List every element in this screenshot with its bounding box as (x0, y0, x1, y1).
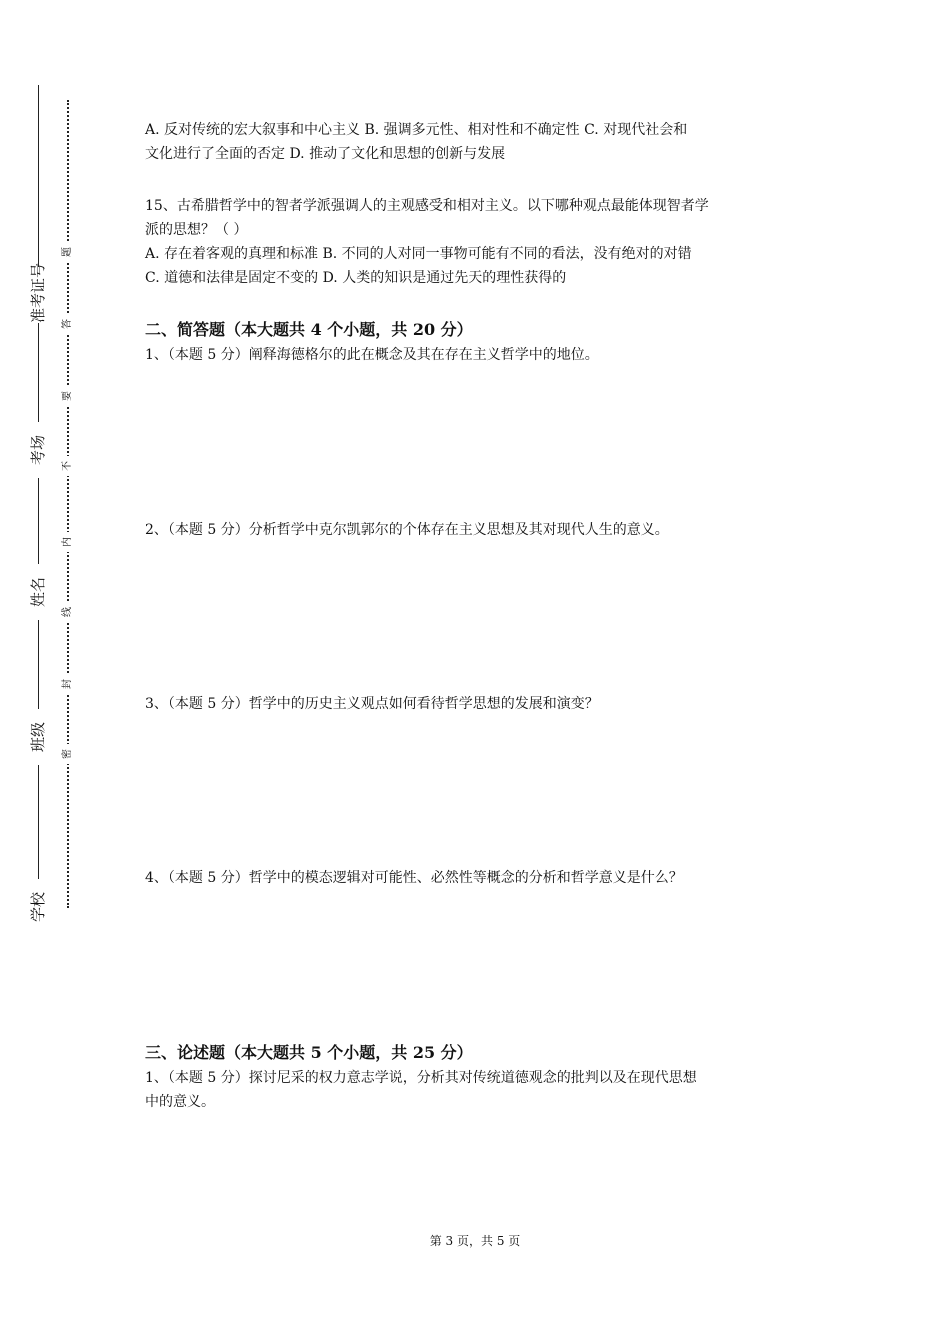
options-block-previous-question (145, 118, 810, 166)
section-2-heading: 二、简答题（本大题共 4 个小题，共 20 分） (145, 320, 473, 339)
section-2-question-1: 1、（本题 5 分）阐释海德格尔的此在概念及其在存在主义哲学中的地位。 (145, 347, 599, 363)
question-15-options-line-1: A. 存在着客观的真理和标准 B. 不同的人对同一事物可能有不同的看法，没有绝对的对错 (145, 246, 692, 262)
question-15-stem-line-2: 派的思想？（ ） (145, 222, 248, 238)
question-15-stem-line-1: 15、古希腊哲学中的智者学派强调人的主观感受和相对主义。以下哪种观点最能体现智者学 (145, 198, 709, 214)
section-2-question-3: 3、（本题 5 分）哲学中的历史主义观点如何看待哲学思想的发展和演变？ (145, 696, 599, 712)
options-line-1: A. 反对传统的宏大叙事和中心主义 B. 强调多元性、相对性和不确定性 C. 对现代社会和 (145, 122, 688, 138)
section-3-question-1-line-2: 中的意义。 (145, 1094, 215, 1110)
options-line-2: 文化进行了全面的否定 D. 推动了文化和思想的创新与发展 (145, 146, 506, 162)
seal-char-da: 答 (60, 314, 76, 334)
page-footer: 第 3 页，共 5 页 (429, 1234, 521, 1248)
seal-char-mi: 密 (60, 744, 76, 764)
section-2-question-2: 2、（本题 5 分）分析哲学中克尔凯郭尔的个体存在主义思想及其对现代人生的意义。 (145, 522, 669, 538)
field-class: 班级 (23, 709, 53, 765)
seal-char-yao: 要 (60, 386, 76, 406)
question-15 (145, 194, 810, 290)
seal-char-bu: 不 (60, 456, 76, 476)
field-exam-room: 考场 (23, 422, 53, 478)
field-exam-number: 准考证号 (23, 267, 53, 323)
seal-char-ti: 题 (60, 242, 76, 262)
field-school: 学校 (23, 879, 53, 935)
seal-char-nei: 内 (60, 532, 76, 552)
section-3-question-1-line-1: 1、（本题 5 分）探讨尼采的权力意志学说，分析其对传统道德观念的批判以及在现代思想 (145, 1070, 697, 1086)
seal-char-xian: 线 (60, 602, 76, 622)
question-15-options-line-2: C. 道德和法律是固定不变的 D. 人类的知识是通过先天的理性获得的 (145, 270, 567, 286)
section-2-question-4: 4、（本题 5 分）哲学中的模态逻辑对可能性、必然性等概念的分析和哲学意义是什么？ (145, 870, 683, 886)
section-3-question-1 (145, 1066, 810, 1114)
seal-dotted-line (67, 100, 69, 908)
field-name: 姓名 (23, 564, 53, 620)
section-3-heading: 三、论述题（本大题共 5 个小题，共 25 分） (145, 1043, 473, 1062)
binding-strip (0, 0, 100, 1344)
binding-solid-line (38, 85, 39, 925)
seal-char-feng: 封 (60, 674, 76, 694)
